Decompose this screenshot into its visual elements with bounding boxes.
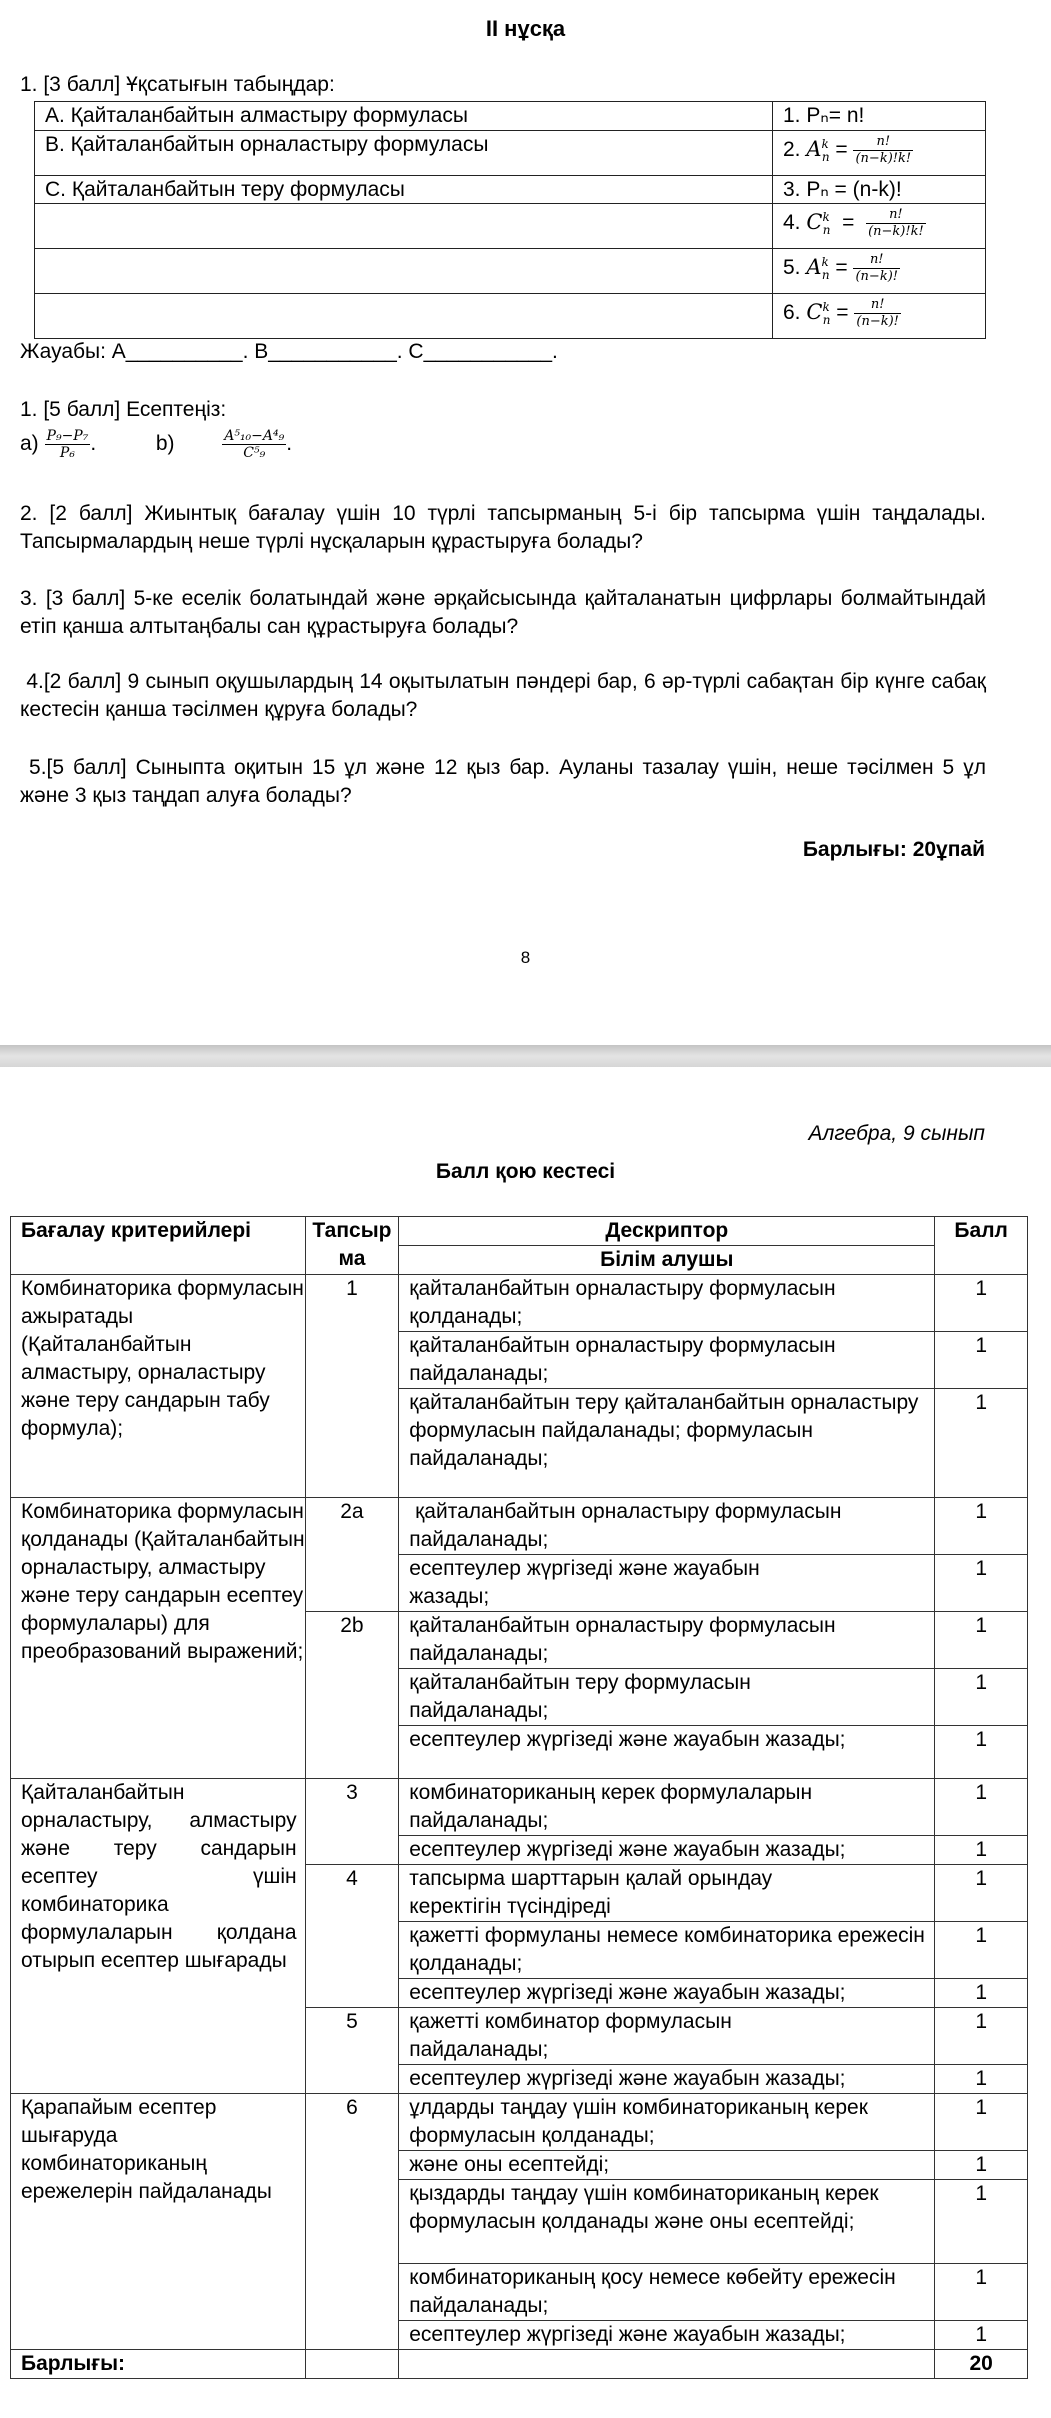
task-cell: 3 — [305, 1779, 399, 1865]
descriptor-cell: есептеулер жүргізеді және жауабын жазады; — [399, 2065, 935, 2094]
task-cell: 6 — [305, 2094, 399, 2350]
descriptor-cell: қайталанбайтын теру қайталанбайтын орналастыру формуласын пайдаланады; формуласын пайдаланады; — [399, 1389, 935, 1498]
descriptor-cell: қайталанбайтын орналастыру формуласын пайдаланады; — [399, 1612, 935, 1669]
table-row — [11, 1275, 1028, 1332]
table-row — [11, 1498, 1028, 1555]
empty-cell — [305, 2350, 399, 2379]
descriptor-cell: комбинаториканың керек формулаларын пайдаланады; — [399, 1779, 935, 1836]
score-cell: 1 — [935, 1498, 1028, 1555]
task-cell: 1 — [305, 1275, 399, 1498]
total-label: Барлығы: — [11, 2350, 306, 2379]
formula-fraction: $\frac{n!}{(n-k)!k!}$ — [855, 133, 912, 166]
score-cell: 1 — [935, 2264, 1028, 2321]
header-learner: Білім алушы — [399, 1246, 935, 1275]
header-score: Балл — [935, 1217, 1028, 1275]
task-cell: 5 — [305, 2008, 399, 2094]
task-cell: 4 — [305, 1865, 399, 2008]
question-5: 5.[5 балл] Сыныпта оқитын 15 ұл және 12 қыз бар. Ауланы тазалау үшін, неше тәсілмен 5 ұл және 3 қыз таңдап алуға болады? — [20, 756, 992, 807]
formula-lhs: $C^k_n$ — [806, 300, 831, 328]
formula-3 — [773, 176, 986, 204]
calc-b-fraction: $\frac{\text{A⁵₁₀−A⁴₉}}{\text{C⁵₉}}$ — [224, 428, 285, 461]
score-cell: 1 — [935, 1979, 1028, 2008]
formula-number: 6. — [783, 301, 801, 324]
score-cell: 1 — [935, 1669, 1028, 1726]
score-cell: 1 — [935, 1836, 1028, 1865]
matching-left: A. Қайталанбайтын алмастыру формуласы — [35, 102, 773, 131]
descriptor-cell: қайталанбайтын орналастыру формуласын қолданады; — [399, 1275, 935, 1332]
score-cell: 1 — [935, 1389, 1028, 1498]
score-cell: 1 — [935, 1865, 1028, 1922]
formula-lhs: $A^k_n$ — [806, 137, 830, 165]
formula-1 — [773, 102, 986, 131]
score-cell: 1 — [935, 1332, 1028, 1389]
formula-lhs: $C^k_n$ — [806, 210, 831, 238]
formula-number: 4. — [783, 211, 801, 234]
header-row — [11, 1217, 1028, 1246]
matching-left — [35, 204, 773, 249]
score-cell: 1 — [935, 2321, 1028, 2350]
formula-5: 5. $A^k_n$ = $\frac{n!}{(n-k)!}$ — [773, 249, 986, 294]
formula-number: 5. — [783, 256, 801, 279]
score-cell: 1 — [935, 2008, 1028, 2065]
page-separator — [0, 1045, 1051, 1067]
criteria-cell: Комбинаторика формуласын қолданады (Қайталанбайтын орналастыру, алмастыру және теру сандарын есептеу формулалары) для преобразований выражений; — [11, 1498, 306, 1779]
formula-fraction: $\frac{n!}{(n-k)!}$ — [856, 296, 899, 329]
matching-left: B. Қайталанбайтын орналастыру формуласы — [35, 131, 773, 176]
criteria-cell: Қайталанбайтын орналастыру, алмастыру және теру сандарын есептеу үшін комбинаторика формулаларын қолдана отырып есептер шығарады — [11, 1779, 306, 2094]
score-cell: 1 — [935, 1922, 1028, 1979]
rubric-table — [10, 1216, 1028, 2379]
score-cell: 1 — [935, 1779, 1028, 1836]
score-cell: 1 — [935, 2065, 1028, 2094]
matching-row — [35, 249, 986, 294]
calc-question-heading: 1. [5 балл] Есептеңіз: — [20, 398, 227, 421]
formula-6: 6. $C^k_n$ = $\frac{n!}{(n-k)!}$ — [773, 294, 986, 339]
calc-expressions: a) $\frac{\text{P₉−P₇}}{\text{P₆}}$ . b) $\frac{\text{A⁵₁₀−A⁴₉}}{\text{C⁵₉}}$ . — [20, 428, 293, 461]
question1-heading: 1. [3 балл] Ұқсатығын табыңдар: — [20, 73, 335, 96]
descriptor-cell: қажетті комбинатор формуласын пайдаланады; — [399, 2008, 935, 2065]
task-cell: 2a — [305, 1498, 399, 1612]
formula-4: 4. $C^k_n$ = $\frac{n!}{(n-k)!k!}$ — [773, 204, 986, 249]
variant-title: II нұсқа — [485, 16, 566, 41]
empty-cell — [399, 2350, 935, 2379]
descriptor-cell: ұлдарды таңдау үшін комбинаториканың керек формуласын қолданады; — [399, 2094, 935, 2151]
task-cell: 2b — [305, 1612, 399, 1779]
table-row — [11, 1779, 1028, 1836]
descriptor-cell: есептеулер жүргізеді және жауабын жазады; — [399, 1979, 935, 2008]
formula-2: 2. $A^k_n$ = $\frac{n!}{(n-k)!k!}$ — [773, 131, 986, 176]
descriptor-cell: қыздарды таңдау үшін комбинаториканың керек формуласын қолданады және оны есептейді; — [399, 2180, 935, 2264]
answer-line: Жауабы: A__________. B___________. C___________. — [20, 340, 558, 363]
question-2: 2. [2 балл] Жиынтық бағалау үшін 10 түрлі тапсырманың 5-і бір тапсырма үшін таңдалады. Тапсырмалардың неше түрлі нұсқаларын құрастыруға болады? — [20, 502, 986, 553]
score-cell: 1 — [935, 2094, 1028, 2151]
total-row — [11, 2350, 1028, 2379]
subject-label: Алгебра, 9 сынып — [808, 1122, 985, 1145]
calc-a-fraction: $\frac{\text{P₉−P₇}}{\text{P₆}}$ — [46, 428, 89, 461]
page-number: 8 — [520, 948, 531, 967]
table-row — [11, 2094, 1028, 2151]
criteria-cell: Комбинаторика формуласын ажыратады (Қайталанбайтын алмастыру, орналастыру және теру сандарын табу формула); — [11, 1275, 306, 1498]
descriptor-cell: және оны есептейді; — [399, 2151, 935, 2180]
matching-left — [35, 294, 773, 339]
score-cell: 1 — [935, 2151, 1028, 2180]
descriptor-cell: қайталанбайтын орналастыру формуласын пайдаланады; — [399, 1498, 935, 1555]
question-3: 3. [3 балл] 5-ке еселік болатындай және әрқайсысында қайталанатын цифрлары болмайтындай етіп қанша алтытаңбалы сан құрастыруға болады? — [20, 587, 986, 638]
rubric-title: Балл қою кестесі — [435, 1160, 616, 1183]
matching-table — [34, 101, 986, 339]
descriptor-cell: тапсырма шарттарын қалай орындау керектігін түсіндіреді — [399, 1865, 935, 1922]
calc-a-label: a) — [20, 432, 39, 456]
header-descriptor: Дескриптор — [399, 1217, 935, 1246]
total-score: Барлығы: 20ұпай — [802, 838, 985, 861]
matching-row — [35, 204, 986, 249]
calc-b-label: b) — [155, 432, 175, 456]
score-cell: 1 — [935, 1612, 1028, 1669]
header-task: Тапсыр ма — [305, 1217, 399, 1275]
header-criteria: Бағалау критерийлері — [11, 1217, 306, 1275]
descriptor-cell: есептеулер жүргізеді және жауабын жазады; — [399, 1836, 935, 1865]
score-cell: 1 — [935, 1726, 1028, 1779]
matching-row — [35, 294, 986, 339]
score-cell: 1 — [935, 2180, 1028, 2264]
descriptor-cell: қайталанбайтын теру формуласын пайдаланады; — [399, 1669, 935, 1726]
score-cell: 1 — [935, 1275, 1028, 1332]
matching-row — [35, 102, 986, 131]
descriptor-cell: есептеулер жүргізеді және жауабын жазады; — [399, 1555, 935, 1612]
matching-left — [35, 249, 773, 294]
matching-left: C. Қайталанбайтын теру формуласы — [35, 176, 773, 204]
descriptor-cell: есептеулер жүргізеді және жауабын жазады; — [399, 2321, 935, 2350]
descriptor-cell: қайталанбайтын орналастыру формуласын пайдаланады; — [399, 1332, 935, 1389]
formula-fraction: $\frac{n!}{(n-k)!}$ — [855, 251, 898, 284]
descriptor-cell: қажетті формуланы немесе комбинаторика ережесін қолданады; — [399, 1922, 935, 1979]
descriptor-cell: комбинаториканың қосу немесе көбейту ережесін пайдаланады; — [399, 2264, 935, 2321]
formula-text: 1. Pₙ= n! — [783, 104, 865, 127]
formula-lhs: $A^k_n$ — [806, 255, 830, 283]
criteria-cell: Қарапайым есептер шығаруда комбинаториканың ережелерін пайдаланады — [11, 2094, 306, 2350]
question-4: 4.[2 балл] 9 сынып оқушылардың 14 оқытылатын пәндері бар, 6 әр-түрлі сабақтан бір күнге сабақ кестесін қанша тәсілмен құруға болады? — [20, 670, 992, 721]
matching-row — [35, 176, 986, 204]
formula-number: 2. — [783, 138, 801, 161]
formula-text: 3. Pₙ = (n-k)! — [783, 178, 902, 201]
score-cell: 1 — [935, 1555, 1028, 1612]
descriptor-cell: есептеулер жүргізеді және жауабын жазады; — [399, 1726, 935, 1779]
total-score-cell: 20 — [935, 2350, 1028, 2379]
matching-row — [35, 131, 986, 176]
formula-fraction: $\frac{n!}{(n-k)!k!}$ — [868, 206, 924, 239]
